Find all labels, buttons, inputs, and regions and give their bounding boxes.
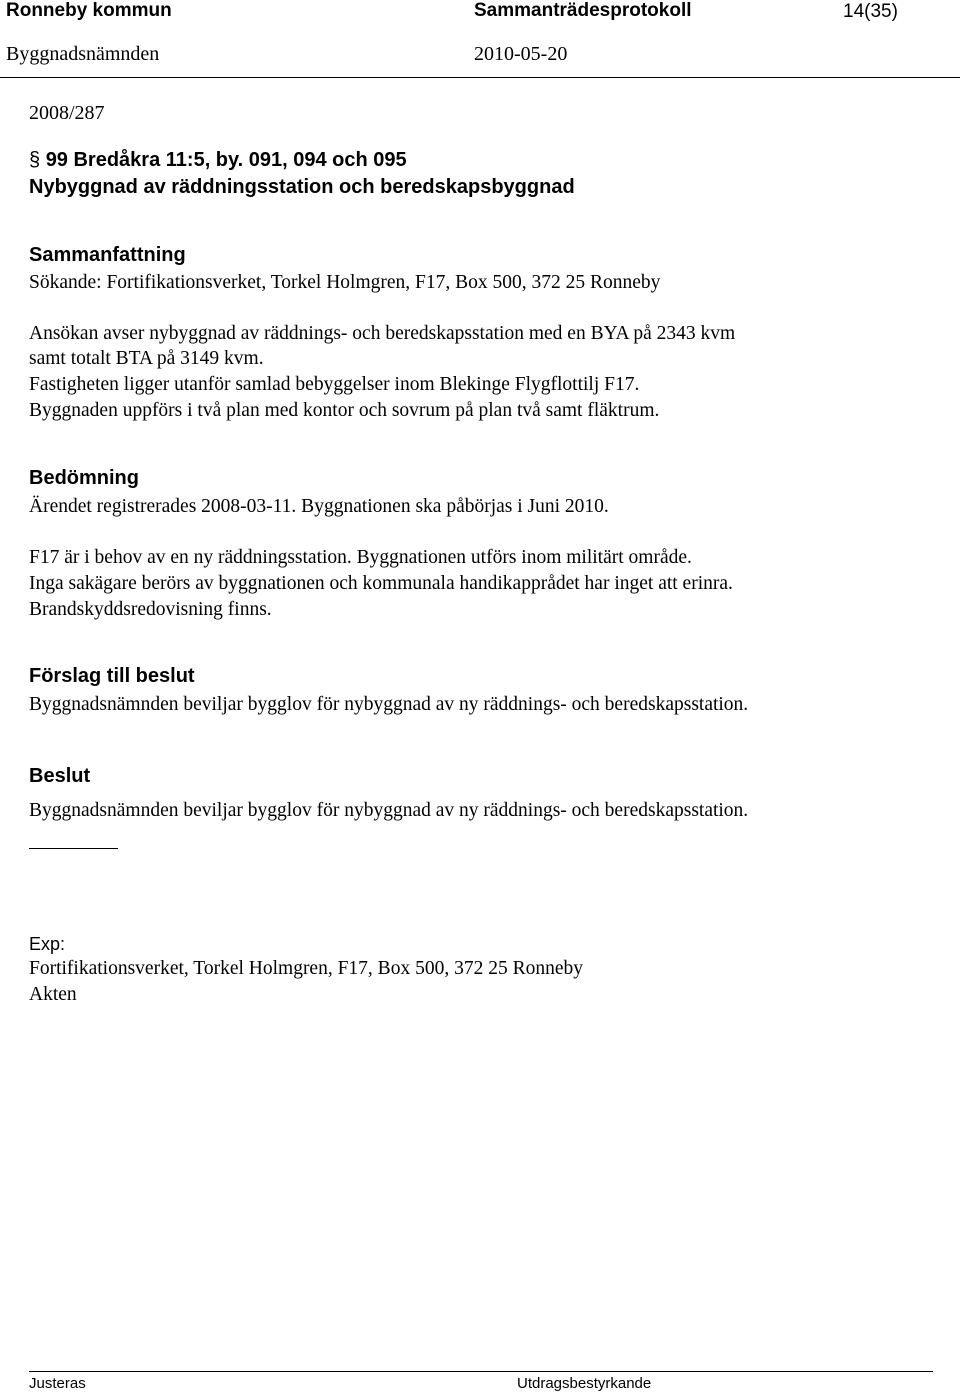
document-type: Sammanträdesprotokoll (474, 0, 692, 21)
meeting-date: 2010-05-20 (474, 43, 568, 65)
assessment-line: Ärendet registrerades 2008-03-11. Byggnationen ska påbörjas i Juni 2010. (29, 496, 609, 517)
assessment-line: Brandskyddsredovisning finns. (29, 599, 272, 620)
page-number: 14(35) (843, 1, 898, 22)
footer-justeras: Justeras (29, 1375, 86, 1392)
municipality-name: Ronneby kommun (6, 0, 172, 21)
decision-text: Byggnadsnämnden beviljar bygglov för nybyggnad av ny räddnings- och beredskapsstation. (29, 800, 749, 821)
case-title-line-1: § 99 Bredåkra 11:5, by. 091, 094 och 095 (29, 149, 407, 171)
summary-line: Byggnaden uppförs i två plan med kontor och sovrum på plan två samt fläktrum. (29, 400, 660, 421)
applicant-line: Sökande: Fortifikationsverket, Torkel Holmgren, F17, Box 500, 372 25 Ronneby (29, 272, 661, 293)
case-title-line-2: Nybyggnad av räddningsstation och beredskapsbyggnad (29, 176, 575, 198)
section-heading-bedomning: Bedömning (29, 467, 139, 489)
committee-name: Byggnadsnämnden (6, 43, 160, 65)
expedition-archive: Akten (29, 984, 77, 1005)
decision-end-rule (29, 848, 118, 849)
summary-line: Fastigheten ligger utanför samlad bebyggelser inom Blekinge Flygflottilj F17. (29, 374, 640, 395)
assessment-line: Inga sakägare berörs av byggnationen och kommunala handikapprådet har inget att erinra. (29, 573, 733, 594)
section-heading-beslut: Beslut (29, 765, 91, 787)
summary-line: Ansökan avser nybyggnad av räddnings- och beredskapsstation med en BYA på 2343 kvm (29, 323, 736, 344)
expedition-recipient: Fortifikationsverket, Torkel Holmgren, F17, Box 500, 372 25 Ronneby (29, 958, 583, 979)
section-heading-forslag: Förslag till beslut (29, 665, 195, 687)
footer-utdragsbestyrkande: Utdragsbestyrkande (517, 1375, 652, 1392)
case-number: 2008/287 (29, 102, 105, 124)
expedition-label: Exp: (29, 934, 66, 954)
proposal-text: Byggnadsnämnden beviljar bygglov för nybyggnad av ny räddnings- och beredskapsstation. (29, 694, 749, 715)
section-heading-sammanfattning: Sammanfattning (29, 244, 186, 266)
footer-divider (29, 1371, 933, 1372)
assessment-line: F17 är i behov av en ny räddningsstation. Byggnationen utförs inom militärt område. (29, 547, 692, 568)
header-divider (0, 77, 960, 78)
summary-line: samt totalt BTA på 3149 kvm. (29, 348, 264, 369)
